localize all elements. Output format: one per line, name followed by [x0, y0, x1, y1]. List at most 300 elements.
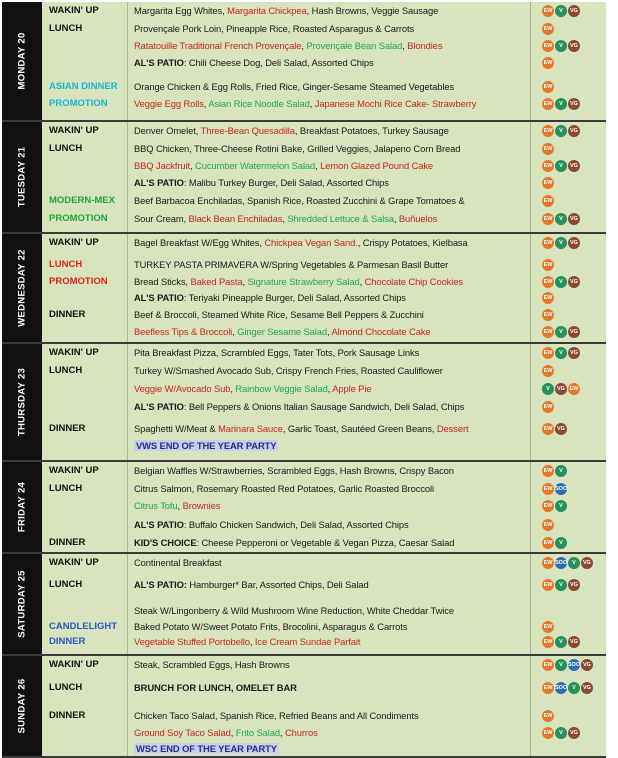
menu-item-text: ,: [327, 326, 332, 337]
menu-item-text: Chicken Taco Salad, Spanish Rice, Refried Beans and All Condiments: [134, 710, 419, 721]
meal-label: PROMOTION: [49, 276, 108, 287]
diet-icons: [542, 682, 594, 695]
v-diet-icon: V: [555, 276, 567, 288]
ew-diet-icon: EW: [568, 383, 580, 395]
meal-label: DINNER: [49, 710, 86, 721]
meal-label: WAKIN' UP: [49, 659, 99, 670]
menu-row: [2, 556, 606, 572]
ew-diet-icon: EW: [542, 579, 554, 591]
menu-items: [134, 537, 454, 549]
menu-items: [134, 259, 448, 271]
diet-icons: [542, 81, 555, 94]
menu-row: [2, 159, 606, 175]
day-block: [2, 234, 606, 344]
menu-item-text: : Cheese Pepperoni or Vegetable & Vegan Pizza, Caesar Salad: [196, 537, 455, 548]
menu-item-text: ,: [230, 727, 236, 738]
ew-diet-icon: EW: [542, 423, 554, 435]
menu-item-text: Ginger Sesame Salad: [237, 326, 328, 337]
menu-item-text: Asian Rice Noodle Salad: [208, 98, 310, 109]
menu-items: [134, 276, 463, 288]
menu-row: [2, 236, 606, 252]
menu-row: [2, 709, 606, 725]
menu-row: [2, 604, 606, 620]
vg-diet-icon: VG: [555, 383, 567, 395]
menu-item-text: Japanese Mochi Rice Cake- Strawberry: [314, 98, 477, 109]
ew-diet-icon: EW: [542, 465, 554, 477]
menu-items: [134, 195, 465, 207]
menu-item-text: AL'S PATIO:: [134, 579, 190, 590]
menu-item-text: AL'S PATIO: [134, 519, 184, 530]
menu-item-text: ,: [402, 40, 408, 51]
menu-item-text: Continental Breakfast: [134, 557, 222, 568]
ew-diet-icon: EW: [542, 621, 554, 633]
ew-diet-icon: EW: [542, 195, 554, 207]
ew-diet-icon: EW: [542, 57, 554, 69]
menu-item-text: : Malibu Turkey Burger, Deli Salad, Assorted Chips: [183, 177, 389, 188]
day-block: [2, 344, 606, 462]
v-diet-icon: V: [555, 125, 567, 137]
menu-item-text: Almond Chocolate Cake: [331, 326, 431, 337]
meal-label: LUNCH: [49, 259, 83, 270]
diet-icons: [542, 5, 581, 18]
menu-items: [134, 365, 443, 377]
day-block: [2, 462, 606, 554]
day-label-text: SUNDAY 26: [16, 678, 28, 734]
day-block: [2, 122, 606, 234]
meal-label: WAKIN' UP: [49, 125, 99, 136]
meal-label: ASIAN DINNER: [49, 81, 118, 92]
menu-items: [134, 483, 434, 495]
menu-items: [134, 743, 279, 755]
menu-item-text: AL'S PATIO: [134, 57, 184, 68]
menu-row: [2, 308, 606, 324]
menu-item-text: ,: [309, 98, 315, 109]
menu-item-text: Baked Potato W/Sweet Potato Frits, Brocolini, Asparagus & Carrots: [134, 621, 408, 632]
menu-items: [134, 81, 454, 93]
meal-label: WAKIN' UP: [49, 557, 99, 568]
menu-item-text: Dessert: [436, 423, 469, 434]
menu-item-text: Bread Sticks,: [134, 276, 191, 287]
menu-items: [134, 213, 437, 225]
v-diet-icon: V: [542, 383, 554, 395]
ew-diet-icon: EW: [542, 259, 554, 271]
day-label-text: SATURDAY 25: [16, 570, 28, 638]
v-diet-icon: V: [568, 682, 580, 694]
meal-label: DINNER: [49, 636, 86, 647]
menu-items: [134, 519, 409, 531]
meal-label: WAKIN' UP: [49, 5, 99, 16]
menu-item-text: ,: [232, 326, 238, 337]
v-diet-icon: V: [555, 326, 567, 338]
menu-items: [134, 40, 442, 52]
menu-row: [2, 635, 606, 651]
menu-item-text: Margarita Chickpea: [227, 5, 307, 16]
meal-label: LUNCH: [49, 23, 83, 34]
menu-items: [134, 710, 419, 722]
v-diet-icon: V: [555, 537, 567, 549]
vg-diet-icon: VG: [568, 98, 580, 110]
menu-item-text: Three-Bean Quesadilla: [200, 125, 295, 136]
menu-item-text: Provençale Bean Salad: [306, 40, 403, 51]
v-diet-icon: V: [568, 557, 580, 569]
ew-diet-icon: EW: [542, 213, 554, 225]
menu-item-text: Shredded Lettuce & Salsa: [287, 213, 394, 224]
vg-diet-icon: VG: [568, 213, 580, 225]
menu-row: [2, 482, 606, 498]
menu-row: [2, 620, 606, 636]
diet-icons: [542, 326, 581, 339]
menu-items: [134, 177, 389, 189]
meal-label: LUNCH: [49, 143, 83, 154]
menu-item-text: : Bell Peppers & Onions Italian Sausage Sandwich, Deli Salad, Chips: [183, 401, 465, 412]
diet-icons: [542, 579, 581, 592]
meal-label: PROMOTION: [49, 213, 108, 224]
day-label-text: WEDNESDAY 22: [16, 249, 28, 327]
menu-item-text: , Breakfast Potatoes, Turkey Sausage: [294, 125, 449, 136]
diet-icons: [542, 423, 568, 436]
v-diet-icon: V: [555, 213, 567, 225]
meal-label: WAKIN' UP: [49, 465, 99, 476]
diet-icons: [542, 143, 555, 156]
menu-item-text: ,: [190, 160, 196, 171]
menu-item-text: ,: [280, 727, 286, 738]
diet-icons: [542, 309, 555, 322]
diet-icons: [542, 659, 594, 672]
ew-diet-icon: EW: [542, 727, 554, 739]
meal-label: WAKIN' UP: [49, 347, 99, 358]
menu-items: [134, 383, 371, 395]
menu-items: [134, 727, 318, 739]
diet-icons: [542, 213, 581, 226]
diet-icons: [542, 500, 568, 513]
menu-item-text: Cucumber Watermelon Salad: [195, 160, 316, 171]
menu-item-text: Bagel Breakfast W/Egg Whites,: [134, 237, 265, 248]
menu-item-text: Signature Strawberry Salad: [247, 276, 360, 287]
menu-row: [2, 80, 606, 96]
menu-items: [134, 465, 454, 477]
diet-icons: [542, 557, 594, 570]
menu-row: [2, 464, 606, 480]
soo-diet-icon: SOO: [555, 557, 567, 569]
menu-item-text: Blondies: [407, 40, 443, 51]
menu-item-text: ,: [203, 98, 209, 109]
menu-item-text: Spaghetti W/Meat &: [134, 423, 219, 434]
v-diet-icon: V: [555, 636, 567, 648]
vg-diet-icon: VG: [581, 682, 593, 694]
menu-item-text: Buñuelos: [398, 213, 438, 224]
menu-item-text: ,: [327, 383, 333, 394]
menu-item-text: Ice Cream Sundae Parfait: [254, 636, 361, 647]
menu-item-text: Baked Pasta: [190, 276, 243, 287]
menu-item-text: BBQ Jackfruit: [134, 160, 191, 171]
ew-diet-icon: EW: [542, 40, 554, 52]
day-label-text: THURSDAY 23: [16, 367, 28, 437]
day-label-text: FRIDAY 24: [16, 481, 28, 533]
day-label-text: TUESDAY 21: [16, 146, 28, 208]
ew-diet-icon: EW: [542, 483, 554, 495]
meal-label: MODERN-MEX: [49, 195, 115, 206]
diet-icons: [542, 23, 555, 36]
menu-item-text: , Crispy Potatoes, Kielbasa: [357, 237, 468, 248]
menu-item-text: Beef & Broccoli, Steamed White Rice, Sesame Bell Peppers & Zucchini: [134, 309, 424, 320]
menu-items: [134, 440, 278, 452]
diet-icons: [542, 40, 581, 53]
ew-diet-icon: EW: [542, 237, 554, 249]
ew-diet-icon: EW: [542, 160, 554, 172]
menu-item-text: AL'S PATIO: [134, 177, 184, 188]
menu-item-text: : Teriyaki Pineapple Burger, Deli Salad, Assorted Chips: [183, 292, 406, 303]
menu-items: [134, 57, 374, 69]
menu-item-text: ,: [315, 160, 321, 171]
menu-items: [134, 98, 476, 110]
menu-row: [2, 742, 606, 758]
menu-row: [2, 382, 606, 398]
menu-row: [2, 325, 606, 341]
menu-item-text: Chocolate Chip Cookies: [364, 276, 463, 287]
menu-items: [134, 682, 297, 694]
diet-icons: [542, 483, 568, 496]
diet-icons: [542, 710, 555, 723]
menu-row: [2, 4, 606, 20]
menu-items: [134, 309, 424, 321]
menu-row: [2, 346, 606, 362]
diet-icons: [542, 727, 581, 740]
ew-diet-icon: EW: [542, 636, 554, 648]
diet-icons: [542, 292, 555, 305]
menu-item-text: Vegetable Stuffed Portobello: [134, 636, 250, 647]
vg-diet-icon: VG: [568, 125, 580, 137]
menu-row: [2, 400, 606, 416]
meal-label: WAKIN' UP: [49, 237, 99, 248]
ew-diet-icon: EW: [542, 557, 554, 569]
meal-label: DINNER: [49, 423, 86, 434]
menu-item-text: : Buffalo Chicken Sandwich, Deli Salad, Assorted Chips: [183, 519, 409, 530]
menu-item-text: BRUNCH FOR LUNCH, OMELET BAR: [134, 682, 297, 693]
diet-icons: [542, 636, 581, 649]
ew-diet-icon: EW: [542, 537, 554, 549]
menu-row: [2, 124, 606, 140]
v-diet-icon: V: [555, 465, 567, 477]
ew-diet-icon: EW: [542, 177, 554, 189]
menu-item-text: Black Bean Enchiladas: [188, 213, 283, 224]
ew-diet-icon: EW: [542, 5, 554, 17]
meal-label: PROMOTION: [49, 98, 108, 109]
menu-row: [2, 212, 606, 228]
diet-icons: [542, 383, 581, 396]
menu-items: [134, 423, 469, 435]
vg-diet-icon: VG: [568, 727, 580, 739]
ew-diet-icon: EW: [542, 347, 554, 359]
v-diet-icon: V: [555, 5, 567, 17]
diet-icons: [542, 57, 555, 70]
day-block: [2, 656, 606, 758]
diet-icons: [542, 195, 555, 208]
menu-item-text: AL'S PATIO: [134, 292, 184, 303]
menu-items: [134, 237, 468, 249]
soo-diet-icon: SOO: [568, 659, 580, 671]
menu-row: [2, 518, 606, 534]
menu-row: [2, 726, 606, 742]
ew-diet-icon: EW: [542, 125, 554, 137]
menu-items: [134, 23, 414, 35]
menu-item-text: Ground Soy Taco Salad: [134, 727, 231, 738]
menu-item-text: ,: [249, 636, 255, 647]
menu-items: [134, 347, 419, 359]
event-banner: VWS END OF THE YEAR PARTY: [136, 440, 277, 451]
ew-diet-icon: EW: [542, 143, 554, 155]
ew-diet-icon: EW: [542, 365, 554, 377]
day-block: [2, 554, 606, 656]
menu-item-text: Brownies: [182, 500, 221, 511]
menu-items: [134, 143, 460, 155]
menu-items: [134, 579, 369, 591]
menu-item-text: ,: [393, 213, 399, 224]
menu-row: [2, 142, 606, 158]
day-block: [2, 2, 606, 122]
ew-diet-icon: EW: [542, 98, 554, 110]
menu-item-text: ,: [282, 213, 288, 224]
diet-icons: [542, 98, 581, 111]
meal-label: LUNCH: [49, 682, 83, 693]
menu-item-text: Apple Pie: [332, 383, 372, 394]
menu-item-text: BBQ Chicken, Three-Cheese Rotini Bake, Grilled Veggies, Jalapeno Corn Bread: [134, 143, 461, 154]
meal-label: CANDLELIGHT: [49, 621, 118, 632]
v-diet-icon: V: [555, 579, 567, 591]
menu-item-text: Rainbow Veggie Salad: [235, 383, 328, 394]
menu-row: [2, 97, 606, 113]
ew-diet-icon: EW: [542, 500, 554, 512]
meal-label: DINNER: [49, 309, 86, 320]
menu-row: [2, 681, 606, 697]
menu-row: [2, 658, 606, 674]
menu-item-text: KID'S CHOICE: [134, 537, 197, 548]
v-diet-icon: V: [555, 659, 567, 671]
meal-label: LUNCH: [49, 579, 83, 590]
menu-item-text: : Chili Cheese Dog, Deli Salad, Assorted Chips: [183, 57, 374, 68]
diet-icons: [542, 237, 581, 250]
menu-items: [134, 125, 449, 137]
menu-row: [2, 578, 606, 594]
diet-icons: [542, 465, 568, 478]
diet-icons: [542, 177, 555, 190]
menu-items: [134, 659, 290, 671]
menu-item-text: Steak, Scrambled Eggs, Hash Browns: [134, 659, 290, 670]
diet-icons: [542, 347, 581, 360]
menu-row: [2, 258, 606, 274]
vg-diet-icon: VG: [568, 636, 580, 648]
ew-diet-icon: EW: [542, 401, 554, 413]
ew-diet-icon: EW: [542, 276, 554, 288]
vg-diet-icon: VG: [581, 659, 593, 671]
menu-items: [134, 326, 431, 338]
vg-diet-icon: VG: [568, 276, 580, 288]
diet-icons: [542, 519, 555, 532]
menu-row: [2, 275, 606, 291]
ew-diet-icon: EW: [542, 81, 554, 93]
ew-diet-icon: EW: [542, 710, 554, 722]
menu-items: [134, 401, 464, 413]
menu-row: [2, 439, 606, 455]
menu-items: [134, 557, 222, 569]
menu-row: [2, 291, 606, 307]
menu-item-text: Provençale Pork Loin, Pineapple Rice, Roasted Asparagus & Carrots: [134, 23, 415, 34]
menu-item-text: , Garlic Toast, Sautéed Green Beans,: [282, 423, 437, 434]
menu-row: [2, 499, 606, 515]
ew-diet-icon: EW: [542, 326, 554, 338]
menu-item-text: TURKEY PASTA PRIMAVERA W/Spring Vegetables & Parmesan Basil Butter: [134, 259, 449, 270]
menu-item-text: Citrus Tofu: [134, 500, 178, 511]
ew-diet-icon: EW: [542, 309, 554, 321]
menu-item-text: Turkey W/Smashed Avocado Sub, Crispy French Fries, Roasted Cauliflower: [134, 365, 443, 376]
menu-row: [2, 422, 606, 438]
menu-items: [134, 160, 433, 172]
vg-diet-icon: VG: [568, 579, 580, 591]
diet-icons: [542, 259, 555, 272]
menu-item-text: ,: [359, 276, 365, 287]
menu-item-text: Marinara Sauce: [218, 423, 283, 434]
menu-row: [2, 536, 606, 552]
menu-item-text: Pita Breakfast Pizza, Scrambled Eggs, Tater Tots, Pork Sausage Links: [134, 347, 420, 358]
menu-item-text: Lemon Glazed Pound Cake: [320, 160, 434, 171]
menu-item-text: ,: [301, 40, 307, 51]
menu-item-text: Orange Chicken & Egg Rolls, Fried Rice, Ginger-Sesame Steamed Vegetables: [134, 81, 455, 92]
ew-diet-icon: EW: [542, 23, 554, 35]
menu-item-text: Ratatouille Traditional French Provençale: [134, 40, 302, 51]
menu-row: [2, 56, 606, 72]
menu-row: [2, 364, 606, 380]
menu-item-text: Belgian Waffles W/Strawberries, Scrambled Eggs, Hash Browns, Crispy Bacon: [134, 465, 454, 476]
menu-item-text: Sour Cream,: [134, 213, 189, 224]
v-diet-icon: V: [555, 237, 567, 249]
menu-item-text: AL'S PATIO: [134, 401, 184, 412]
menu-row: [2, 176, 606, 192]
diet-icons: [542, 621, 555, 634]
ew-diet-icon: EW: [542, 659, 554, 671]
vg-diet-icon: VG: [568, 347, 580, 359]
menu-row: [2, 22, 606, 38]
v-diet-icon: V: [555, 727, 567, 739]
v-diet-icon: V: [555, 500, 567, 512]
menu-items: [134, 5, 438, 17]
menu-items: [134, 621, 407, 633]
vg-diet-icon: VG: [568, 5, 580, 17]
day-label-text: MONDAY 20: [16, 32, 28, 90]
ew-diet-icon: EW: [542, 682, 554, 694]
vg-diet-icon: VG: [568, 326, 580, 338]
menu-item-text: Frito Salad: [235, 727, 280, 738]
diet-icons: [542, 160, 581, 173]
v-diet-icon: V: [555, 347, 567, 359]
menu-item-text: Denver Omelet,: [134, 125, 201, 136]
menu-item-text: ,: [242, 276, 248, 287]
ew-diet-icon: EW: [542, 519, 554, 531]
v-diet-icon: V: [555, 160, 567, 172]
vg-diet-icon: VG: [555, 423, 567, 435]
event-banner: WSC END OF THE YEAR PARTY: [136, 743, 277, 754]
menu-item-text: Beef Barbacoa Enchiladas, Spanish Rice, Roasted Zucchini & Grape Tomatoes &: [134, 195, 465, 206]
menu-item-text: ,: [177, 500, 183, 511]
menu-items: [134, 500, 220, 512]
menu-item-text: Steak W/Lingonberry & Wild Mushroom Wine Reduction, White Cheddar Twice: [134, 605, 454, 616]
menu-item-text: Chickpea Vegan Sand.: [264, 237, 358, 248]
vg-diet-icon: VG: [581, 557, 593, 569]
menu-item-text: Veggie W/Avocado Sub: [134, 383, 231, 394]
vg-diet-icon: VG: [568, 40, 580, 52]
diet-icons: [542, 276, 581, 289]
menu-items: [134, 605, 454, 617]
menu-item-text: Hamburger* Bar, Assorted Chips, Deli Salad: [189, 579, 369, 590]
menu-item-text: Beefless Tips & Broccoli: [134, 326, 233, 337]
